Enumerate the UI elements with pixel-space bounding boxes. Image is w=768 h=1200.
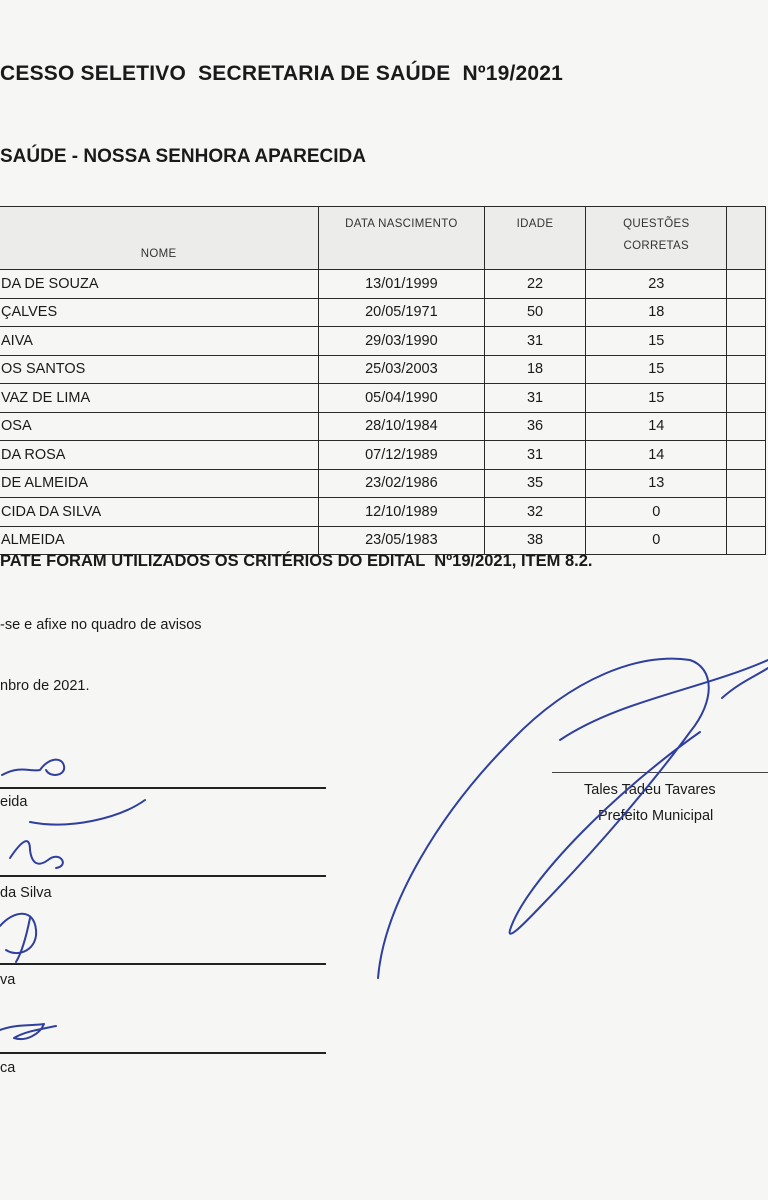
signature-3 <box>0 914 36 962</box>
cell-questoes-corretas: 23 <box>586 270 727 299</box>
cell-data-nascimento: 23/05/1983 <box>319 526 484 555</box>
cell-extra <box>727 298 766 327</box>
cell-nome: ALMEIDA <box>0 526 319 555</box>
cell-questoes-corretas: 0 <box>586 498 727 527</box>
cell-questoes-corretas: 15 <box>586 384 727 413</box>
cell-nome: DE ALMEIDA <box>0 469 319 498</box>
cell-extra <box>727 384 766 413</box>
table-row <box>0 498 766 527</box>
header-corretas: CORRETAS <box>623 240 689 252</box>
cell-extra <box>727 441 766 470</box>
header-questoes-corretas <box>586 207 727 270</box>
date-line: nbro de 2021. <box>0 678 90 694</box>
table-row <box>0 355 766 384</box>
cell-idade: 38 <box>484 526 586 555</box>
cell-nome: DA ROSA <box>0 441 319 470</box>
table-row <box>0 270 766 299</box>
signatory-name-3: va <box>0 972 16 988</box>
cell-idade: 18 <box>484 355 586 384</box>
signature-1 <box>2 760 145 825</box>
table-row <box>0 298 766 327</box>
cell-data-nascimento: 07/12/1989 <box>319 441 484 470</box>
cell-data-nascimento: 28/10/1984 <box>319 412 484 441</box>
signature-2 <box>10 841 63 868</box>
cell-idade: 36 <box>484 412 586 441</box>
cell-nome: AIVA <box>0 327 319 356</box>
cell-idade: 31 <box>484 327 586 356</box>
cell-questoes-corretas: 14 <box>586 441 727 470</box>
header-idade: IDADE <box>484 207 586 270</box>
signatory-name-4: ca <box>0 1060 16 1076</box>
cell-nome: VAZ DE LIMA <box>0 384 319 413</box>
cell-nome: OSA <box>0 412 319 441</box>
cell-data-nascimento: 12/10/1989 <box>319 498 484 527</box>
table-row <box>0 384 766 413</box>
cell-extra <box>727 526 766 555</box>
header-nome: NOME <box>0 207 319 270</box>
cell-questoes-corretas: 15 <box>586 327 727 356</box>
cell-data-nascimento: 13/01/1999 <box>319 270 484 299</box>
header-extra <box>727 207 766 270</box>
signature-line-2 <box>0 875 326 877</box>
cell-extra <box>727 355 766 384</box>
cell-nome: CIDA DA SILVA <box>0 498 319 527</box>
cell-questoes-corretas: 14 <box>586 412 727 441</box>
table-body <box>0 270 766 555</box>
table-row <box>0 412 766 441</box>
table-row <box>0 526 766 555</box>
signature-4 <box>0 1024 56 1039</box>
signatory-name-2: da Silva <box>0 885 52 901</box>
mayor-title: Prefeito Municipal <box>598 808 714 824</box>
cell-idade: 22 <box>484 270 586 299</box>
cell-data-nascimento: 05/04/1990 <box>319 384 484 413</box>
document-subtitle: SAÚDE - NOSSA SENHORA APARECIDA <box>0 146 366 167</box>
cell-data-nascimento: 23/02/1986 <box>319 469 484 498</box>
results-table <box>0 206 766 555</box>
cell-idade: 50 <box>484 298 586 327</box>
cell-extra <box>727 469 766 498</box>
cell-idade: 31 <box>484 441 586 470</box>
signature-line-4 <box>0 1052 326 1054</box>
cell-nome: DA DE SOUZA <box>0 270 319 299</box>
cell-extra <box>727 412 766 441</box>
table-row <box>0 469 766 498</box>
cell-extra <box>727 327 766 356</box>
header-questoes: QUESTÕES <box>623 218 690 230</box>
cell-questoes-corretas: 0 <box>586 526 727 555</box>
table-row <box>0 327 766 356</box>
document-title: CESSO SELETIVO SECRETARIA DE SAÚDE Nº19/2021 <box>0 62 564 85</box>
cell-idade: 32 <box>484 498 586 527</box>
header-data-nascimento: DATA NASCIMENTO <box>319 207 484 270</box>
cell-questoes-corretas: 15 <box>586 355 727 384</box>
cell-idade: 31 <box>484 384 586 413</box>
table-header-row <box>0 207 766 270</box>
cell-data-nascimento: 20/05/1971 <box>319 298 484 327</box>
signatory-name-1: eida <box>0 794 28 810</box>
tiebreak-note: PATE FORAM UTILIZADOS OS CRITÉRIOS DO EDITAL Nº19/2021, ITEM 8.2. <box>0 552 593 570</box>
table-row <box>0 441 766 470</box>
signature-line-3 <box>0 963 326 965</box>
cell-nome: ÇALVES <box>0 298 319 327</box>
cell-extra <box>727 498 766 527</box>
cell-questoes-corretas: 13 <box>586 469 727 498</box>
cell-idade: 35 <box>484 469 586 498</box>
cell-questoes-corretas: 18 <box>586 298 727 327</box>
cell-data-nascimento: 29/03/1990 <box>319 327 484 356</box>
cell-nome: OS SANTOS <box>0 355 319 384</box>
publish-line: -se e afixe no quadro de avisos <box>0 617 202 633</box>
signature-line-1 <box>0 787 326 789</box>
cell-extra <box>727 270 766 299</box>
mayor-name: Tales Tadeu Tavares <box>584 782 716 798</box>
mayor-signature-line <box>552 772 768 773</box>
cell-data-nascimento: 25/03/2003 <box>319 355 484 384</box>
